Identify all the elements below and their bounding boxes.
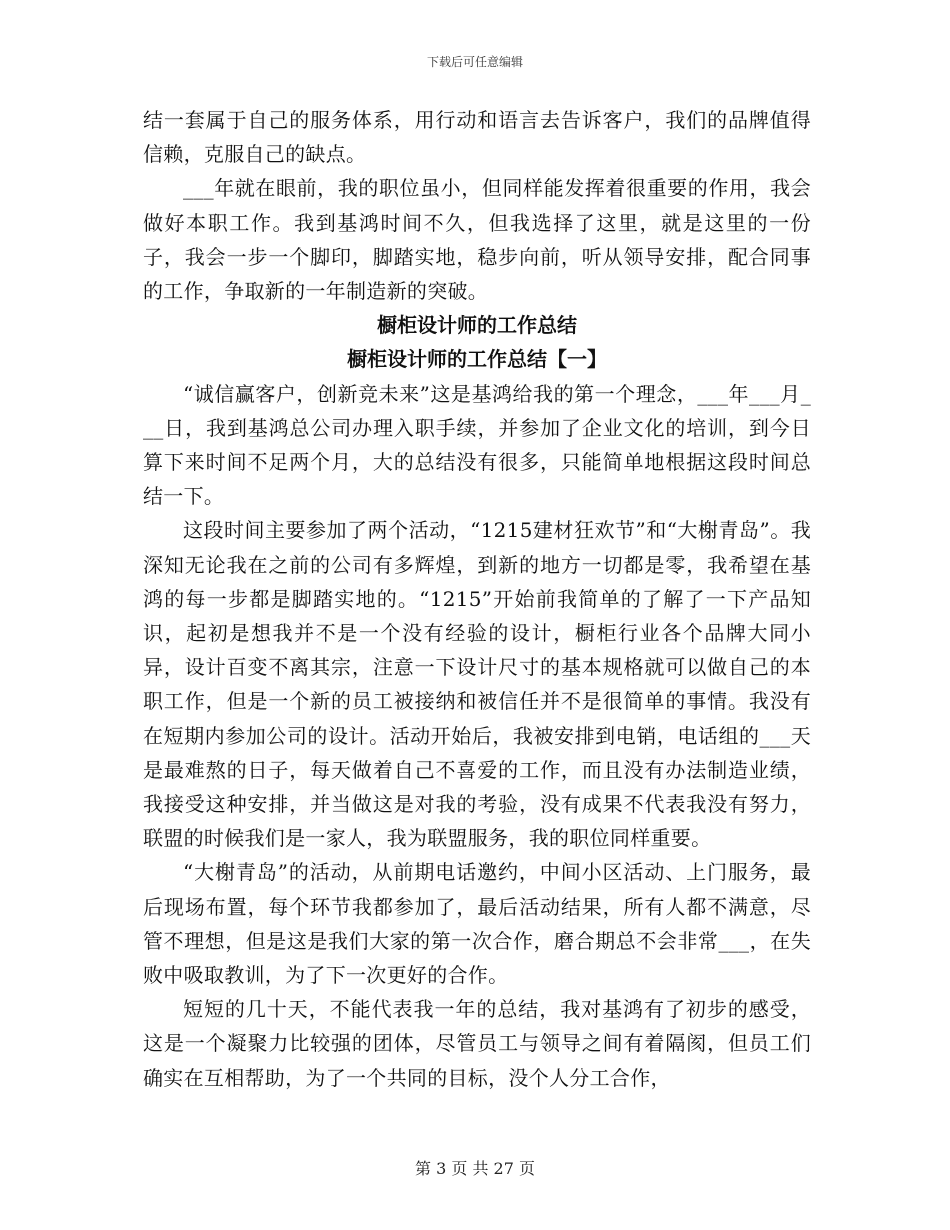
paragraph-1: 结一套属于自己的服务体系，用行动和语言去告诉客户，我们的品牌值得信赖，克服自己的缺点。: [143, 108, 811, 167]
paragraph-3: “诚信赢客户，创新竞未来”这是基鸿给我的第一个理念，___年___月___日，我到基鸿总公司办理入职手续，并参加了企业文化的培训，到今日算下来时间不足两个月，大的总结没有很多，只能简单地根据这段时间总结一下。: [143, 381, 811, 509]
document-body: [143, 103, 811, 1095]
document-title: 橱柜设计师的工作总结: [377, 313, 577, 338]
page-header-note: 下载后可任意编辑: [426, 55, 523, 69]
paragraph-2: ___年就在眼前，我的职位虽小，但同样能发挥着很重要的作用，我会做好本职工作。我到基鸿时间不久，但我选择了这里，就是这里的一份子，我会一步一个脚印，脚踏实地，稳步向前，听从领导安排，配合同事的工作，争取新的一年制造新的突破。: [143, 176, 811, 304]
paragraph-5: “大榭青岛”的活动，从前期电话邀约，中间小区活动、上门服务，最后现场布置，每个环节我都参加了，最后活动结果，所有人都不满意，尽管不理想，但是这是我们大家的第一次合作，磨合期总不会非常___，在失败中吸取教训，为了下一次更好的合作。: [143, 860, 811, 988]
paragraph-6: 短短的几十天，不能代表我一年的总结，我对基鸿有了初步的感受，这是一个凝聚力比较强的团体，尽管员工与领导之间有着隔阂，但员工们确实在互相帮助，为了一个共同的目标，没个人分工合作，: [143, 997, 811, 1090]
paragraph-4: 这段时间主要参加了两个活动，“1215建材狂欢节”和“大榭青岛”。我深知无论我在之前的公司有多辉煌，到新的地方一切都是零，我希望在基鸿的每一步都是脚踏实地的。“1215”开始前我简单的了解了一下产品知识，起初是想我并不是一个没有经验的设计，橱柜行业各个品牌大同小异，设计百变不离其宗，注意一下设计尺寸的基本规格就可以做自己的本职工作，但是一个新的员工被接纳和被信任并不是很简单的事情。我没有在短期内参加公司的设计。活动开始后，我被安排到电销，电话组的___天是最难熬的日子，每天做着自己不喜爱的工作，而且没有办法制造业绩，我接受这种安排，并当做这是对我的考验，没有成果不代表我没有努力，联盟的时候我们是一家人，我为联盟服务，我的职位同样重要。: [143, 518, 811, 851]
section-title: 橱柜设计师的工作总结【一】: [347, 347, 607, 372]
page-number: 第 3 页 共 27 页: [415, 1159, 535, 1178]
